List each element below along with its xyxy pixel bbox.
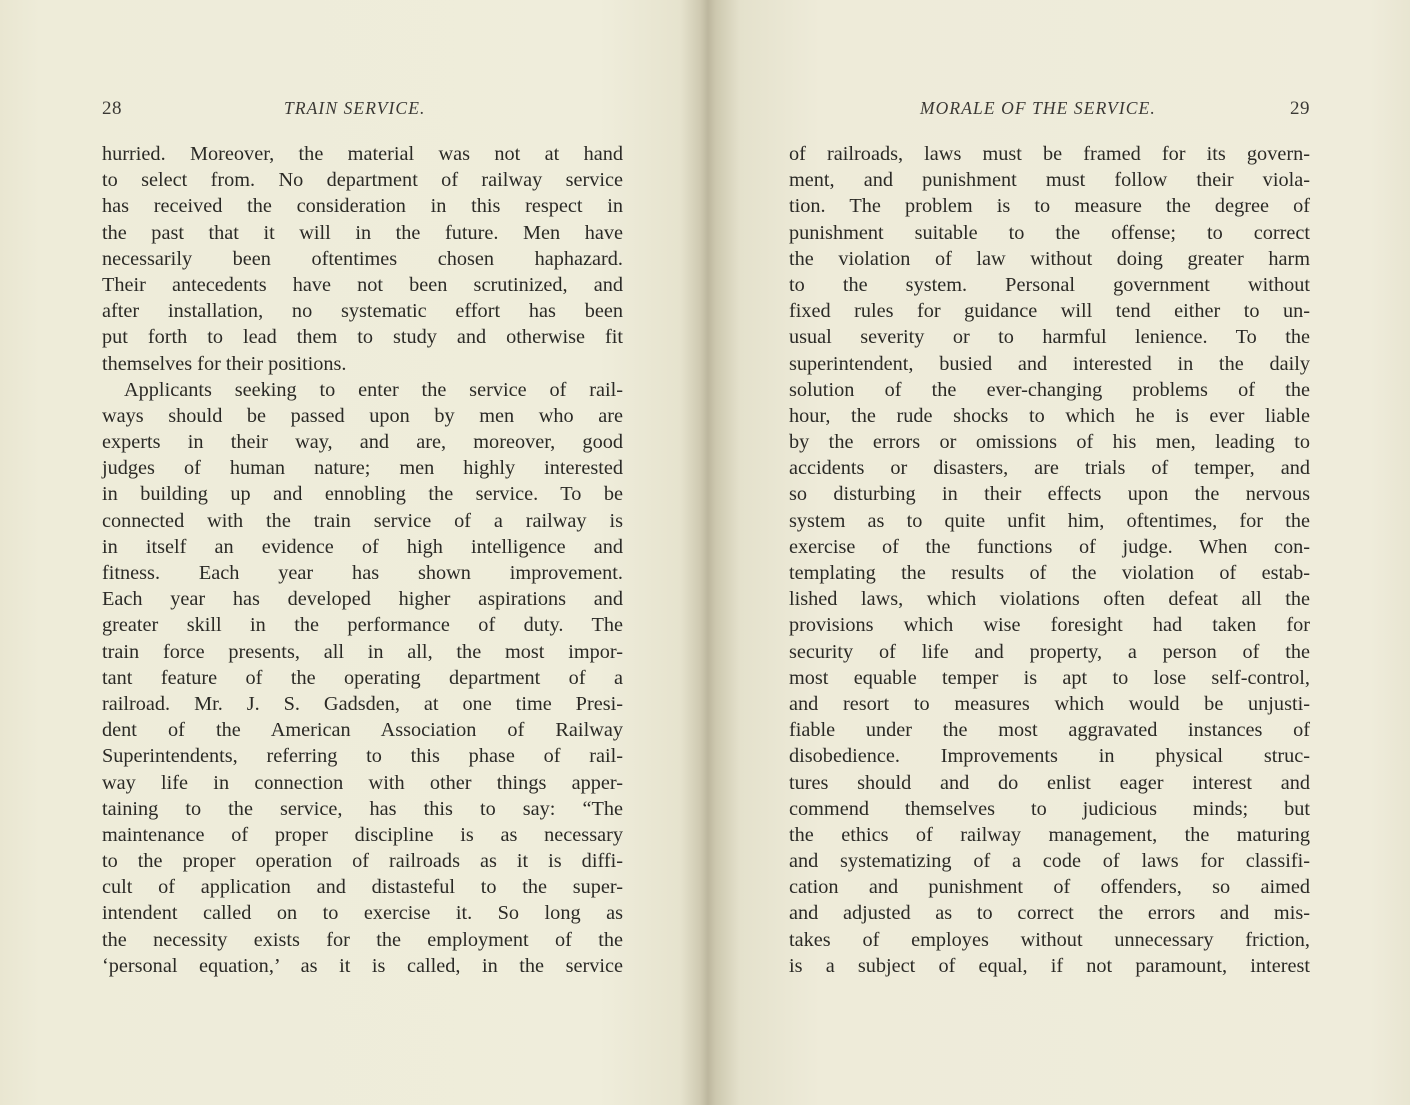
text-line: Applicants seeking to enter the service of rail- bbox=[124, 378, 623, 401]
left-running-head bbox=[102, 98, 623, 128]
text-line: the ethics of railway management, the maturing bbox=[789, 823, 1310, 846]
text-line: ways should be passed upon by men who are bbox=[102, 404, 623, 427]
text-line: commend themselves to judicious minds; but bbox=[789, 797, 1310, 820]
left-running-title: TRAIN SERVICE. bbox=[284, 98, 426, 118]
text-line: solution of the ever-changing problems of the bbox=[789, 378, 1310, 401]
text-line: system as to quite unfit him, oftentimes, for the bbox=[789, 509, 1310, 532]
left-text-block bbox=[102, 141, 623, 979]
text-line: tion. The problem is to measure the degree of bbox=[789, 195, 1310, 218]
text-line: dent of the American Association of Railway bbox=[102, 719, 623, 742]
text-line: connected with the train service of a railway is bbox=[102, 509, 623, 532]
right-page-number: 29 bbox=[1290, 98, 1310, 119]
text-line: hour, the rude shocks to which he is ever liable bbox=[789, 404, 1310, 427]
text-line: fiable under the most aggravated instances of bbox=[789, 719, 1310, 742]
text-line: tures should and do enlist eager interest and bbox=[789, 771, 1310, 794]
text-line: Their antecedents have not been scrutinized, and bbox=[102, 273, 623, 296]
text-line: by the errors or omissions of his men, leading to bbox=[789, 431, 1310, 454]
text-line: ‘personal equation,’ as it is called, in the service bbox=[102, 954, 623, 977]
text-line: way life in connection with other things apper- bbox=[102, 771, 623, 794]
text-line: judges of human nature; men highly interested bbox=[102, 457, 623, 480]
text-line: intendent called on to exercise it. So long as bbox=[102, 902, 623, 925]
left-page-number: 28 bbox=[102, 98, 122, 119]
text-line: the past that it will in the future. Men have bbox=[102, 221, 623, 244]
right-running-title: MORALE OF THE SERVICE. bbox=[920, 98, 1156, 118]
text-line: disobedience. Improvements in physical struc- bbox=[789, 745, 1310, 768]
text-line: exercise of the functions of judge. When con- bbox=[789, 535, 1310, 558]
text-line: of railroads, laws must be framed for its govern- bbox=[789, 143, 1310, 165]
text-line: fitness. Each year has shown improvement. bbox=[102, 562, 623, 584]
right-page bbox=[705, 0, 1410, 1105]
text-line: usual severity or to harmful lenience. To the bbox=[789, 326, 1310, 349]
text-line: fixed rules for guidance will tend either to un- bbox=[789, 300, 1310, 323]
text-line: in itself an evidence of high intelligence and bbox=[102, 535, 623, 558]
text-line: has received the consideration in this respect in bbox=[102, 195, 623, 218]
right-running-head bbox=[789, 98, 1310, 128]
text-line: so disturbing in their effects upon the nervous bbox=[789, 483, 1310, 506]
text-line: punishment suitable to the offense; to correct bbox=[789, 221, 1310, 244]
text-line: necessarily been oftentimes chosen haphazard. bbox=[102, 247, 623, 270]
text-line: Superintendents, referring to this phase of rail- bbox=[102, 745, 623, 768]
text-line: accidents or disasters, are trials of temper, and bbox=[789, 457, 1310, 480]
text-line: most equable temper is apt to lose self-control, bbox=[789, 666, 1310, 689]
text-line: the necessity exists for the employment of the bbox=[102, 928, 623, 951]
text-line: experts in their way, and are, moreover, good bbox=[102, 431, 623, 454]
text-line: ment, and punishment must follow their viola- bbox=[789, 169, 1310, 192]
text-line: put forth to lead them to study and otherwise fit bbox=[102, 326, 623, 349]
text-line: provisions which wise foresight had taken for bbox=[789, 614, 1310, 637]
text-line: and systematizing of a code of laws for classifi- bbox=[789, 850, 1310, 873]
text-line: security of life and property, a person of the bbox=[789, 640, 1310, 663]
text-line: maintenance of proper discipline is as necessary bbox=[102, 823, 623, 846]
text-line: cation and punishment of offenders, so aimed bbox=[789, 876, 1310, 899]
text-line: the violation of law without doing greater harm bbox=[789, 247, 1310, 270]
text-line: train force presents, all in all, the most impor- bbox=[102, 640, 623, 663]
text-line: lished laws, which violations often defeat all the bbox=[789, 588, 1310, 611]
text-line: taining to the service, has this to say: “The bbox=[102, 797, 623, 820]
text-line: and adjusted as to correct the errors and mis- bbox=[789, 902, 1310, 925]
text-line: to select from. No department of railway service bbox=[102, 169, 623, 192]
text-line: after installation, no systematic effort has been bbox=[102, 300, 623, 323]
text-line: superintendent, busied and interested in the daily bbox=[789, 352, 1310, 375]
text-line: cult of application and distasteful to the super- bbox=[102, 876, 623, 899]
text-line: Each year has developed higher aspirations and bbox=[102, 588, 623, 611]
text-line: themselves for their positions. bbox=[102, 352, 347, 375]
text-line: takes of employes without unnecessary friction, bbox=[789, 928, 1310, 951]
text-line: tant feature of the operating department of a bbox=[102, 666, 623, 689]
text-line: to the system. Personal government without bbox=[789, 273, 1310, 296]
text-line: and resort to measures which would be unjusti- bbox=[789, 692, 1310, 715]
text-line: to the proper operation of railroads as it is diffi- bbox=[102, 850, 623, 873]
right-text-block bbox=[789, 141, 1310, 979]
text-line: is a subject of equal, if not paramount, interest bbox=[789, 954, 1310, 977]
text-line: railroad. Mr. J. S. Gadsden, at one time Presi- bbox=[102, 692, 623, 715]
text-line: hurried. Moreover, the material was not at hand bbox=[102, 143, 623, 165]
text-line: in building up and ennobling the service. To be bbox=[102, 483, 623, 506]
text-line: greater skill in the performance of duty. The bbox=[102, 614, 623, 637]
text-line: templating the results of the violation of estab- bbox=[789, 562, 1310, 584]
